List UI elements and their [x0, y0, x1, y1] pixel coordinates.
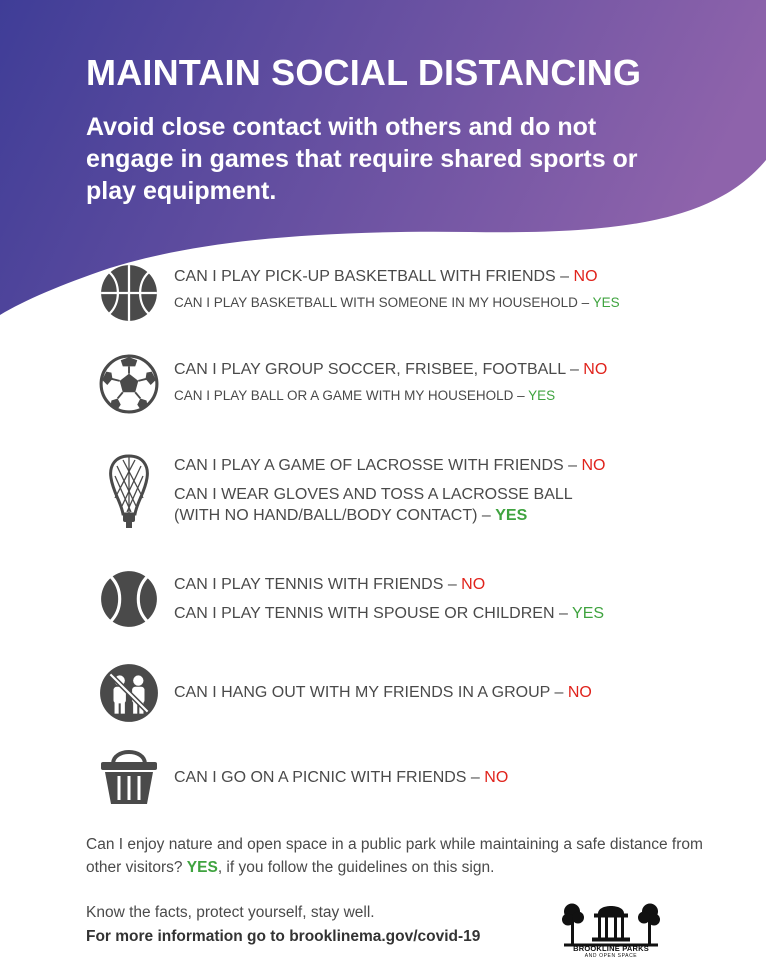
guideline-row-basketball [0, 262, 766, 322]
know-the-facts-text: Know the facts, protect yourself, stay well. [86, 904, 375, 921]
answer-no: NO [583, 361, 608, 378]
question-2: CAN I PLAY BASKETBALL WITH SOMEONE IN MY HOUSEHOLD – YES [174, 295, 620, 310]
page-subtitle: Avoid close contact with others and do not engage in games that require shared sports or play equipment. [86, 113, 638, 205]
answer-no: NO [484, 769, 509, 786]
no-group-icon [98, 662, 160, 724]
soccer-ball-icon [98, 353, 160, 415]
question-1: CAN I PLAY GROUP SOCCER, FRISBEE, FOOTBALL – NO [174, 361, 608, 378]
question-1: CAN I PLAY PICK-UP BASKETBALL WITH FRIENDS – NO [174, 268, 598, 285]
answer-yes: YES [572, 605, 605, 622]
logo-name: BROOKLINE PARKS [573, 944, 649, 953]
guideline-row-picnic [0, 742, 766, 806]
guideline-row-soccer [0, 353, 766, 413]
footer-question: Can I enjoy nature and open space in a public park while maintaining a safe distance from other visitors? YES, if you follow the guidelines on this sign. [86, 836, 703, 876]
answer-no: NO [567, 684, 592, 701]
guideline-row-lacrosse [0, 452, 766, 532]
answer-yes: YES [495, 507, 528, 524]
lacrosse-stick-icon [98, 452, 160, 532]
answer-yes: YES [592, 295, 620, 310]
page-title: MAINTAIN SOCIAL DISTANCING [86, 52, 642, 93]
guideline-row-group [0, 662, 766, 724]
guideline-row-tennis [0, 568, 766, 630]
question-1: CAN I PLAY A GAME OF LACROSSE WITH FRIENDS – NO [174, 457, 606, 474]
answer-no: NO [573, 268, 598, 285]
question-2: CAN I PLAY BALL OR A GAME WITH MY HOUSEHOLD – YES [174, 388, 556, 403]
tennis-ball-icon [98, 568, 160, 630]
logo-subtitle: AND OPEN SPACE [584, 953, 638, 959]
footer-answer-yes: YES [186, 859, 218, 876]
answer-yes: YES [528, 388, 556, 403]
question-1: CAN I HANG OUT WITH MY FRIENDS IN A GROUP – NO [174, 684, 592, 701]
question-1: CAN I GO ON A PICNIC WITH FRIENDS – NO [174, 769, 509, 786]
basketball-icon [98, 262, 160, 324]
answer-no: NO [581, 457, 606, 474]
answer-no: NO [461, 576, 486, 593]
question-1: CAN I PLAY TENNIS WITH FRIENDS – NO [174, 576, 486, 593]
more-info-link[interactable]: For more information go to brooklinema.gov/covid-19 [86, 928, 481, 945]
question-2-line-1: CAN I WEAR GLOVES AND TOSS A LACROSSE BALL [174, 486, 573, 503]
picnic-basket-icon [98, 742, 160, 806]
question-2: CAN I PLAY TENNIS WITH SPOUSE OR CHILDREN – YES [174, 605, 605, 622]
question-2-line-2: (WITH NO HAND/BALL/BODY CONTACT) – YES [174, 507, 528, 524]
